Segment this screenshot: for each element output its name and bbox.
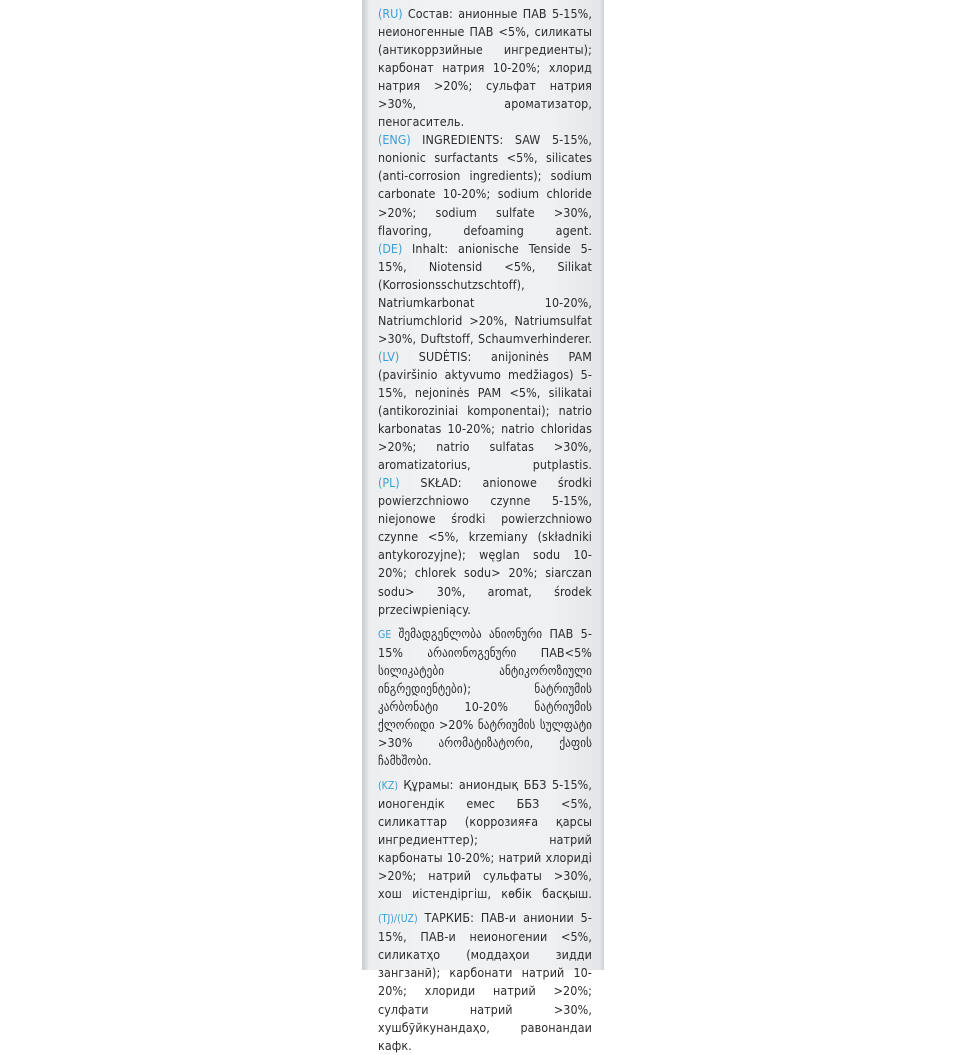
lang-tag-kz: (KZ) — [378, 779, 399, 792]
ingredients-de: Inhalt: anionische Tenside 5-15%, Niotensid <5%, Silikat (Korrosionsschutzschtoff), Natriumkarbonat 10-20%, Natriumchlorid >20%, Natriumsulfat >30%, Duftstoff, Schaumverhinderer. — [378, 240, 592, 346]
lang-tag-lv: (LV) — [378, 348, 400, 364]
lang-tag-eng: (ENG) — [378, 132, 411, 148]
section-lv — [378, 348, 592, 474]
lang-tag-pl: (PL) — [378, 475, 400, 491]
ingredients-eng: INGREDIENTS: SAW 5-15%, nonionic surfactants <5%, silicates (anti-corrosion ingredients); sodium carbonate 10-20%; sodium chloride >20%; sodium sulfate >30%, flavoring, defoaming agent. — [378, 132, 592, 238]
section-tj-uz — [378, 909, 592, 1054]
lang-tag-tj-uz: (TJ)/(UZ) — [378, 913, 418, 926]
section-kz — [378, 776, 592, 903]
lang-tag-ru: (RU) — [378, 6, 403, 21]
ingredients-text — [378, 5, 592, 1055]
lang-tag-de: (DE) — [378, 240, 403, 256]
strip-left-edge — [362, 0, 368, 970]
strip-right-edge — [600, 0, 604, 970]
ingredients-ru: Состав: анионные ПАВ 5-15%, неионогенные ПАВ <5%, силикаты (антикоррзийные ингредиенты); карбонат натрия 10-20%; хлорид натрия >20%; сульфат натрия >30%, ароматизатор, пеногаситель. — [378, 6, 592, 130]
section-pl — [378, 474, 592, 618]
section-eng — [378, 131, 592, 239]
ingredients-kz: Құрамы: аниондық ББЗ 5-15%, ионогендік емес ББЗ <5%, силикаттар (коррозияға қарсы ингредиенттер); натрий карбонаты 10-20%; натрий хлориді >20%; натрий сульфаты >30%, хош иістендіргіш, көбік басқыш. — [378, 776, 592, 902]
ingredients-ge: შემადგენლობა ანიონური ПАВ 5-15% არაიონოგენური ПАВ<5% სილიკატები ანტიკოროზიული ინგრედიენტები); ნატრიუმის კარბონატი 10-20% ნატრიუმის ქლორიდი >20% ნატრიუმის სულფატი >30% არომატიზატორი, ქაფის ჩამხშობი. — [378, 625, 592, 768]
section-ru — [378, 5, 592, 131]
ingredients-lv: SUDĖTIS: anijoninės PAM (paviršinio aktyvumo medžiagos) 5-15%, nejoninės PAM <5%, silikatai (antikoroziniai komponentai); natrio karbonatas 10-20%; natrio chloridas >20%; natrio sulfatas >30%, aromatizatorius, putplastis. — [378, 348, 593, 473]
ingredients-pl: SKŁAD: anionowe środki powierzchniowo czynne 5-15%, niejonowe środki powierzchniowo czynne <5%, krzemiany (składniki antykorozyjne); węglan sodu 10-20%; chlorek sodu> 20%; siarczan sodu> 30%, aromat, środek przeciwpieniący. — [378, 475, 592, 617]
ingredients-tj-uz: ТАРКИБ: ПАВ-и анионии 5-15%, ПАВ-и неионогении <5%, силикатҳо (моддаҳои зидди зангзанӣ); карбонати натрий 10-20%; хлориди натрий >20%; сулфати натрий >30%, хушбӯйкунандаҳо, равонандаи кафк. — [378, 910, 592, 1053]
section-de — [378, 240, 592, 348]
lang-tag-ge: GE — [378, 628, 392, 641]
section-ge — [378, 625, 592, 770]
